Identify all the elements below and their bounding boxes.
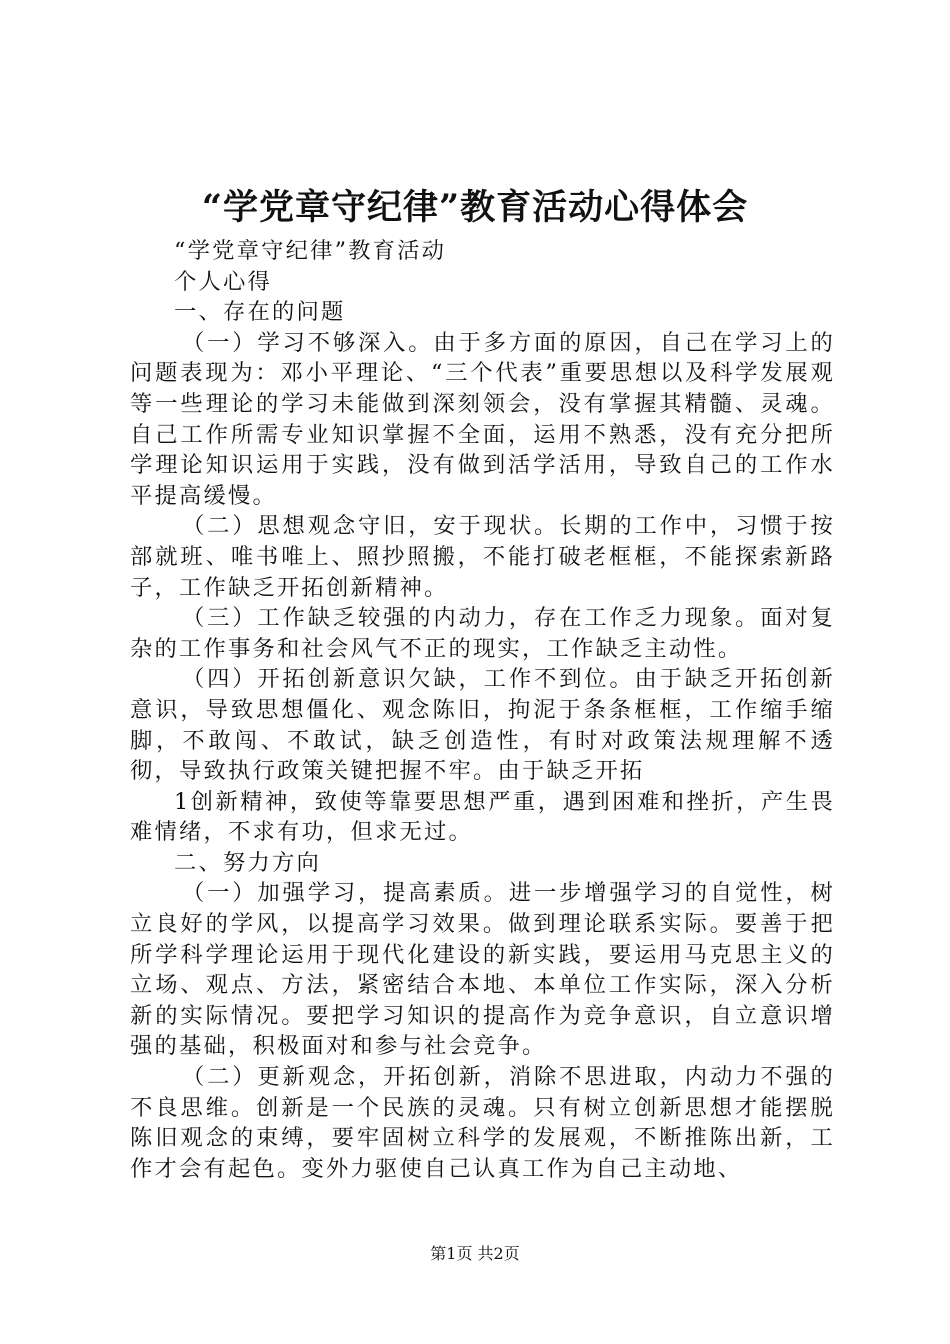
paragraph-problem-4: （四）开拓创新意识欠缺，工作不到位。由于缺乏开拓创新意识，导致思想僵化、观念陈旧，拘泥于条条框框，工作缩手缩脚，不敢闯、不敢试，缺乏创造性，有时对政策法规理解不透彻，导致执行政策关键把握不牢。由于缺乏开拓 <box>130 666 835 785</box>
subtitle-line-2: 个人心得 <box>174 268 272 295</box>
section-heading-problems: 一、存在的问题 <box>174 299 346 326</box>
paragraph-problem-2: （二）思想观念守旧，安于现状。长期的工作中，习惯于按部就班、唯书唯上、照抄照搬，不能打破老框框，不能探索新路子，工作缺乏开拓创新精神。 <box>130 513 835 601</box>
document-title: “学党章守纪律”教育活动心得体会 <box>201 187 749 228</box>
subtitle-line-1: “学党章守纪律”教育活动 <box>174 238 447 264</box>
paragraph-problem-3: （三）工作缺乏较强的内动力，存在工作乏力现象。面对复杂的工作事务和社会风气不正的现实，工作缺乏主动性。 <box>130 605 835 662</box>
section-heading-direction: 二、努力方向 <box>174 849 321 876</box>
document-body <box>130 236 835 1184</box>
page-footer: 第1页 共2页 <box>430 1244 520 1263</box>
paragraph-direction-1: （一）加强学习，提高素质。进一步增强学习的自觉性，树立良好的学风，以提高学习效果。做到理论联系实际。要善于把所学科学理论运用于现代化建设的新实践，要运用马克思主义的立场、观点、方法，紧密结合本地、本单位工作实际，深入分析新的实际情况。要把学习知识的提高作为竞争意识，自立意识增强的基础，积极面对和参与社会竞争。 <box>130 880 835 1060</box>
paragraph-problem-1: （一）学习不够深入。由于多方面的原因，自己在学习上的问题表现为：邓小平理论、“三个代表”重要思想以及科学发展观等一些理论的学习未能做到深刻领会，没有掌握其精髓、灵魂。自己工作所需专业知识掌握不全面，运用不熟悉，没有充分把所学理论知识运用于实践，没有做到活学活用，导致自己的工作水平提高缓慢。 <box>130 329 835 509</box>
paragraph-continuation: 1创新精神，致使等靠要思想严重，遇到困难和挫折，产生畏难情绪，不求有功，但求无过。 <box>130 788 835 846</box>
paragraph-direction-2: （二）更新观念，开拓创新，消除不思进取，内动力不强的不良思维。创新是一个民族的灵魂。只有树立创新思想才能摆脱陈旧观念的束缚，要牢固树立科学的发展观，不断推陈出新，工作才会有起色。变外力驱使自己认真工作为自己主动地、 <box>130 1064 835 1182</box>
